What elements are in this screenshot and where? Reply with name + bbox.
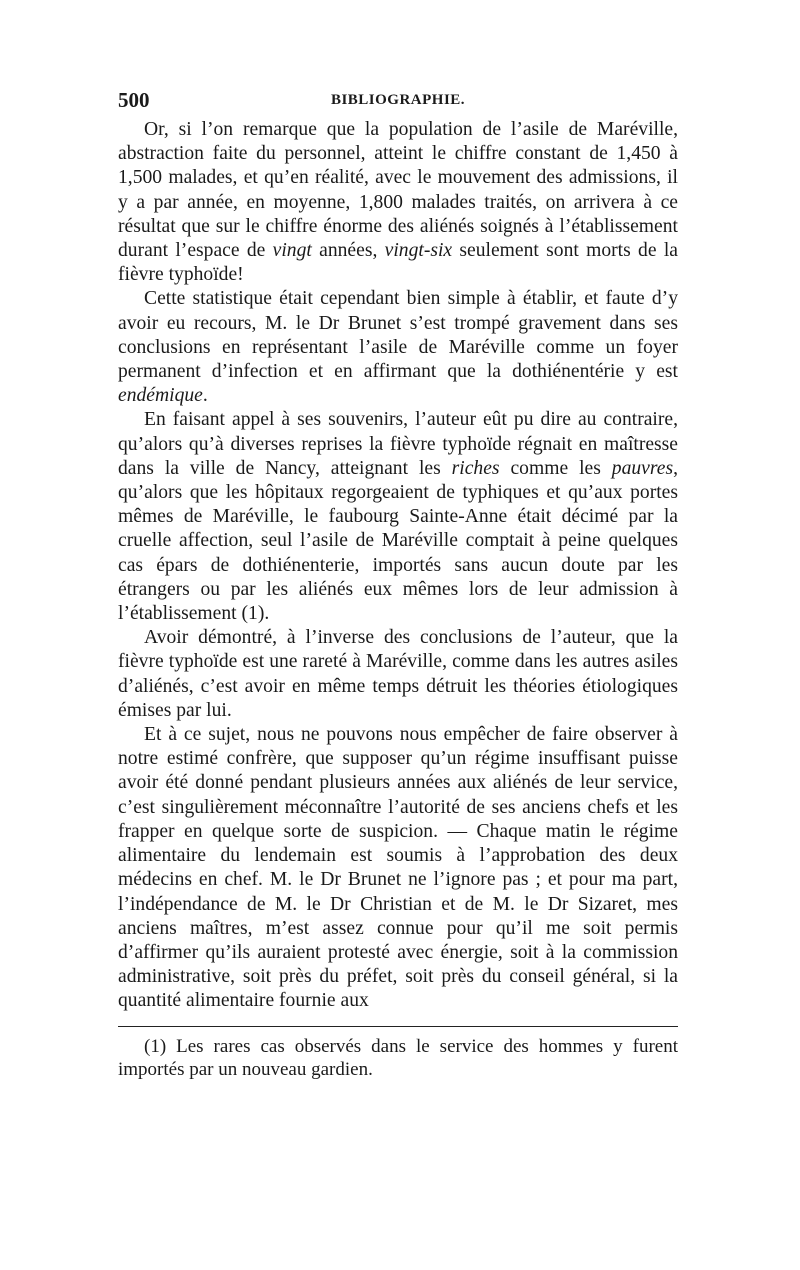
paragraph: [118, 626, 678, 723]
text-run: Cette statistique était cependant bien simple à établir, et faute d’y avoir eu recours, M. le Dr Brunet s’est trompé gravement dans ses conclusions en représentant l’asile de Maréville comme un foyer permanent d’infection et en affirmant que la dothiénentérie y est: [118, 288, 678, 383]
body-text: [118, 118, 678, 1014]
footnote-rule: [118, 1026, 678, 1027]
italic-text: vingt-six: [384, 240, 453, 262]
book-page: [118, 88, 678, 1081]
text-run: Et à ce sujet, nous ne pouvons nous empêcher de faire observer à notre estimé confrère, que supposer qu’un régime insuffisant puisse avoir été donné pendant plusieurs années aux aliénés de leur service, c’est singulièrement méconnaître l’autorité de ses anciens chefs et les frapper en quelque sorte de suspicion. — Chaque matin le régime alimentaire du lendemain est soumis à l’approbation des deux médecins en chef. M. le Dr Brunet ne l’ignore pas ; et pour ma part, l’indépendance de M. le Dr Christian et de M. le Dr Sizaret, mes anciens maîtres, m’est assez connue pour qu’il me soit permis d’affirmer qu’ils auraient protesté avec énergie, soit à la commission administrative, soit près du préfet, soit près du conseil général, si la quantité alimentaire fournie aux: [118, 724, 678, 1012]
italic-text: riches: [451, 457, 500, 479]
running-title: BIBLIOGRAPHIE.: [330, 92, 466, 108]
paragraph: [118, 408, 678, 626]
text-run: seulement sont morts de la fièvre typhoïde!: [118, 240, 678, 286]
paragraph: [118, 118, 678, 287]
text-run: En faisant appel à ses souvenirs, l’auteur eût pu dire au contraire, qu’alors qu’à diverses reprises la fièvre typhoïde régnait en maîtresse dans la ville de Nancy, atteignant les: [118, 409, 678, 479]
paragraph: [118, 723, 678, 1013]
italic-text: vingt: [272, 240, 312, 262]
text-run: comme les: [499, 457, 612, 479]
text-run: .: [202, 385, 208, 407]
italic-text: pauvres: [611, 457, 674, 479]
text-run: Avoir démontré, à l’inverse des conclusions de l’auteur, que la fièvre typhoïde est une rareté à Maréville, comme dans les autres asiles d’aliénés, c’est avoir en même temps détruit les théories étiologiques émises par lui.: [118, 627, 678, 721]
footnote: (1) Les rares cas observés dans le service des hommes y furent importés par un nouveau gardien.: [118, 1035, 678, 1080]
paragraph: [118, 287, 678, 408]
page-number: 500: [118, 88, 150, 112]
page-header: [118, 88, 678, 118]
text-run: , qu’alors que les hôpitaux regorgeaient de typhiques et qu’aux portes mêmes de Maréville, le faubourg Sainte-Anne était décimé par la cruelle affection, seul l’asile de Maréville comptait à peine quelques cas épars de dothiénenterie, importés sans aucun doute par les étrangers ou par les aliénés eux mêmes lors de leur admission à l’établissement (1).: [118, 457, 678, 625]
italic-text: endémique: [118, 385, 203, 407]
text-run: années,: [311, 240, 385, 262]
text-run: Or, si l’on remarque que la population de l’asile de Maréville, abstraction faite du personnel, atteint le chiffre constant de 1,450 à 1,500 malades, et qu’en réalité, avec le mouvement des admissions, il y a par année, en moyenne, 1,800 malades traités, on arrivera à ce résultat que sur le chiffre énorme des aliénés soignés à l’établissement durant l’espace de: [118, 119, 678, 262]
